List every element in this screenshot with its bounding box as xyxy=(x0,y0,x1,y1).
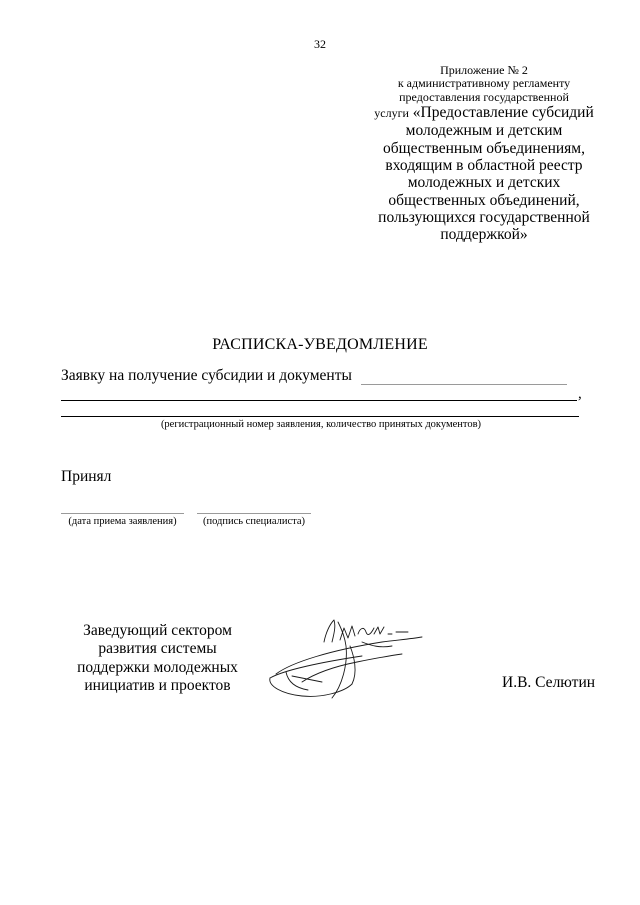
appendix-line: пользующихся государственной xyxy=(378,209,590,227)
acceptance-date-blank xyxy=(61,513,184,514)
appendix-line: предоставления государственной xyxy=(399,89,569,104)
specialist-signature-caption: (подпись специалиста) xyxy=(202,516,306,527)
document-count-blank xyxy=(61,400,577,401)
appendix-line: поддержкой» xyxy=(440,226,528,244)
signatory-position xyxy=(60,622,255,695)
position-line: поддержки молодежных xyxy=(77,658,238,676)
trailing-comma: , xyxy=(578,386,582,402)
accepted-label: Принял xyxy=(61,468,112,485)
position-line: развития системы xyxy=(98,640,217,658)
appendix-line: молодежных и детских xyxy=(407,174,561,192)
appendix-line: общественным объединениям, xyxy=(383,139,585,157)
request-details-blank xyxy=(61,416,579,417)
signatory-name: И.В. Селютин xyxy=(502,674,596,691)
appendix-line: к административному регламенту xyxy=(397,76,571,91)
specialist-signature-blank xyxy=(197,513,311,514)
registration-number-blank xyxy=(361,384,567,385)
appendix-line-rest: «Предоставление субсидий xyxy=(408,104,594,122)
position-line: Заведующий сектором xyxy=(83,622,232,639)
handwritten-signature xyxy=(262,612,432,704)
appendix-line xyxy=(370,104,598,122)
appendix-line-prefix: услуги xyxy=(374,106,409,121)
acceptance-date-caption: (дата приема заявления) xyxy=(68,516,177,527)
appendix-title: Приложение № 2 xyxy=(440,63,528,77)
position-line: инициатив и проектов xyxy=(84,676,231,694)
request-caption: (регистрационный номер заявления, количество принятых документов) xyxy=(160,419,482,430)
appendix-header xyxy=(370,64,598,244)
page-number: 32 xyxy=(314,37,326,51)
document-title: РАСПИСКА-УВЕДОМЛЕНИЕ xyxy=(212,336,428,353)
appendix-line: входящим в областной реестр xyxy=(385,156,583,174)
appendix-line: молодежным и детским xyxy=(405,122,563,140)
request-label: Заявку на получение субсидии и документы xyxy=(61,367,352,384)
appendix-line: общественных объединений, xyxy=(388,191,580,209)
